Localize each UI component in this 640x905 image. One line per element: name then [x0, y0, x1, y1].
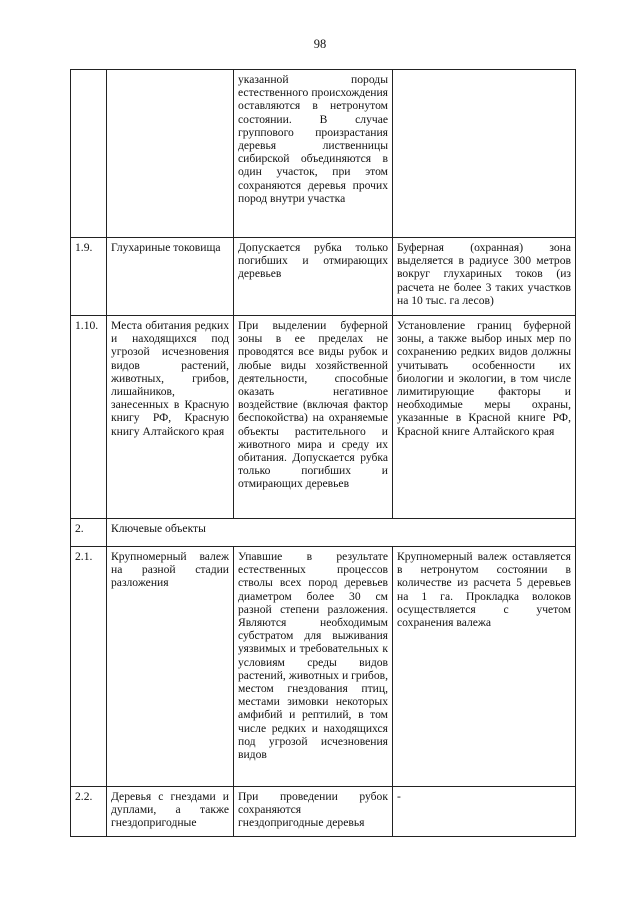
additional-measures: Буферная (охранная) зона выделяется в радиусе 300 метров вокруг глухариных токов (из расчета не более 3 таких участков на 10 тыс. га лесов) — [393, 238, 576, 316]
page-number: 98 — [313, 37, 327, 51]
section-number: 2. — [71, 519, 107, 547]
object-name: Глухариные токовища — [107, 238, 234, 316]
row-number: 2.1. — [71, 547, 107, 787]
table-row — [71, 316, 576, 519]
additional-measures: - — [393, 787, 576, 837]
additional-measures: Крупномерный валеж оставляется в нетронутом состоянии в количестве из расчета 5 деревьев на 1 га. Прокладка волоков осуществляется с учетом сохранения валежа — [393, 547, 576, 787]
table-row — [71, 70, 576, 238]
object-name — [107, 70, 234, 238]
additional-measures: Установление границ буферной зоны, а также выбор иных мер по сохранению редких видов должны учитывать особенности их биологии и экологии, в том числе лимитирующие факторы и необходимые меры охраны, указанные в Красной книге РФ, Красной книге Алтайского края — [393, 316, 576, 519]
additional-measures — [393, 70, 576, 238]
section-row — [71, 519, 576, 547]
requirement-text: Упавшие в результате естественных процессов стволы всех пород деревьев диаметром более 30 см разной степени разложения. Являются необходимым субстратом для выживания уязвимых и требовательных к условиям среды видов растений, животных и грибов, местом гнездования птиц, местами зимовки некоторых амфибий и рептилий, в том числе редких и находящихся под угрозой исчезновения видов — [234, 547, 393, 787]
row-number: 2.2. — [71, 787, 107, 837]
object-name: Места обитания редких и находящихся под угрозой исчезновения видов растений, животных, грибов, лишайников, занесенных в Красную книгу РФ, Красную книгу Алтайского края — [107, 316, 234, 519]
object-name: Деревья с гнездами и дуплами, а также гнездопригодные — [107, 787, 234, 837]
requirements-table — [70, 69, 576, 837]
requirement-text: Допускается рубка только погибших и отмирающих деревьев — [234, 238, 393, 316]
object-name: Крупномерный валеж на разной стадии разложения — [107, 547, 234, 787]
requirement-text: При проведении рубок сохраняются гнездопригодные деревья — [234, 787, 393, 837]
requirement-text: При выделении буферной зоны в ее пределах не проводятся все виды рубок и любые виды хозяйственной деятельности, способные оказать негативное воздействие (включая фактор беспокойства) на охраняемые объекты растительного и животного мира и среду их обитания. Допускается рубка только погибших и отмирающих деревьев — [234, 316, 393, 519]
row-number — [71, 70, 107, 238]
row-number: 1.10. — [71, 316, 107, 519]
row-number: 1.9. — [71, 238, 107, 316]
table-row — [71, 238, 576, 316]
table-row — [71, 787, 576, 837]
section-title: Ключевые объекты — [107, 519, 576, 547]
table-row — [71, 547, 576, 787]
requirement-text: указанной породы естественного происхождения оставляются в нетронутом состоянии. В случае группового произрастания деревья лиственницы сибирской объединяются в один участок, при этом сохраняются деревья прочих пород внутри участка — [234, 70, 393, 238]
